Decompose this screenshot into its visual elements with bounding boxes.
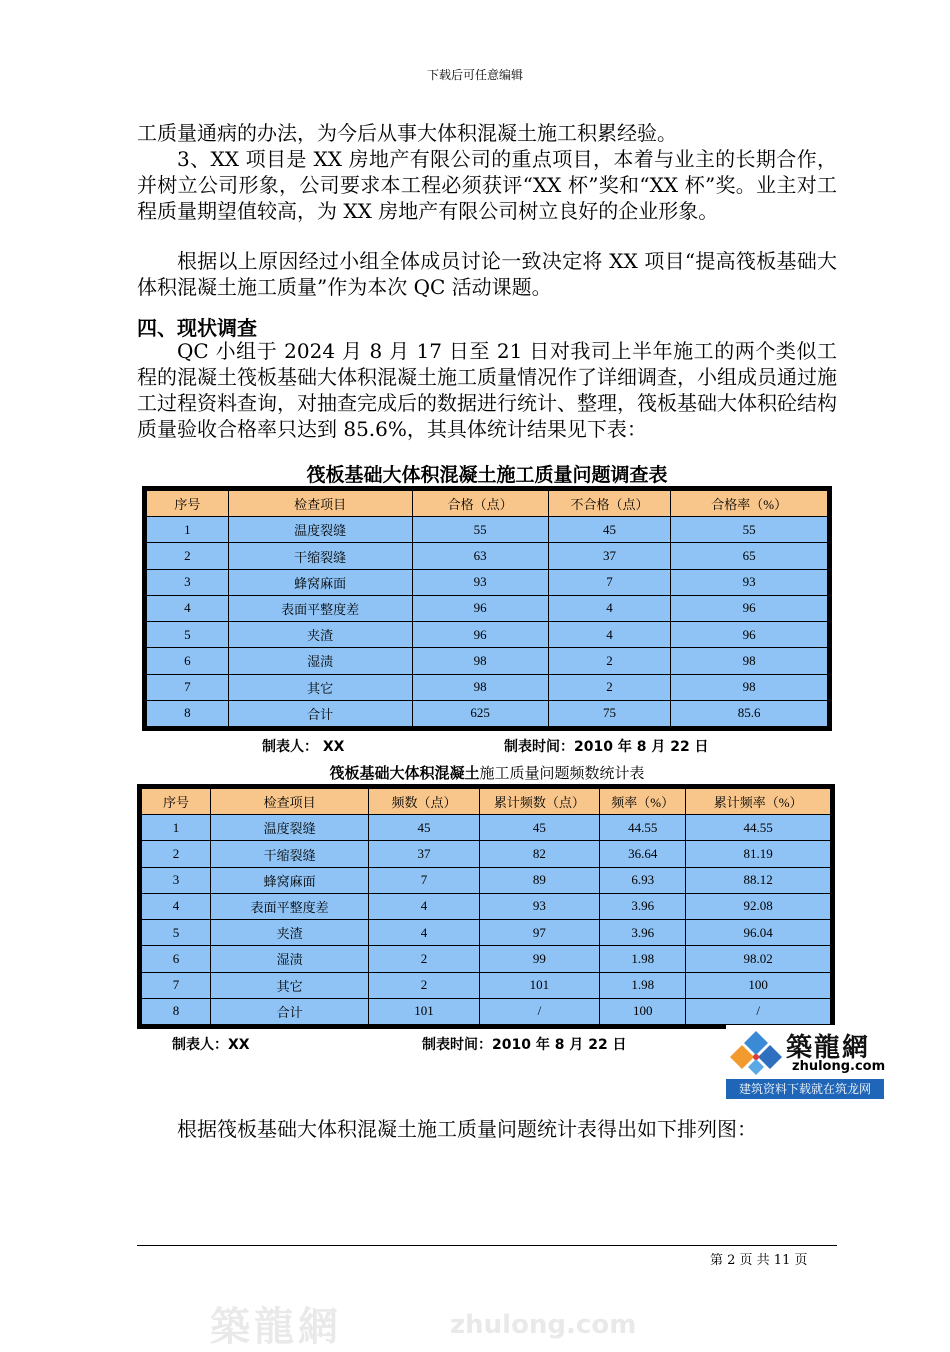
table-cell: 3 <box>147 569 229 595</box>
logo-mark-icon <box>730 1029 782 1075</box>
table2-frame <box>137 784 835 1029</box>
table-cell: 100 <box>600 998 686 1024</box>
table-cell: 2 <box>147 543 229 569</box>
table-cell: 65 <box>671 543 828 569</box>
table-cell: 96 <box>412 622 548 648</box>
table-cell: 合计 <box>228 700 412 726</box>
table-cell: 45 <box>479 815 600 841</box>
table-cell: 6 <box>147 648 229 674</box>
table-cell: 4 <box>369 893 479 919</box>
table-cell: 2 <box>369 946 479 972</box>
section-heading: 四、现状调查 <box>137 316 257 340</box>
table-row <box>147 700 828 726</box>
table-cell: 4 <box>548 595 671 621</box>
table-cell: 75 <box>548 700 671 726</box>
table-cell: 5 <box>147 622 229 648</box>
table-cell: 85.6 <box>671 700 828 726</box>
table-cell: 55 <box>412 517 548 543</box>
table-cell: 36.64 <box>600 841 686 867</box>
header-cell: 频率（%） <box>600 789 686 815</box>
table-cell: / <box>479 998 600 1024</box>
header-cell: 累计频数（点） <box>479 789 600 815</box>
table-cell: 8 <box>147 700 229 726</box>
table-cell: 2 <box>369 972 479 998</box>
table-cell: 89 <box>479 867 600 893</box>
table-cell: 93 <box>479 893 600 919</box>
header-cell: 合格率（%） <box>671 491 828 517</box>
table-cell: 98 <box>412 648 548 674</box>
table-cell: 表面平整度差 <box>228 595 412 621</box>
table-cell: 7 <box>142 972 211 998</box>
table-cell: 96 <box>671 595 828 621</box>
table-cell: 96 <box>412 595 548 621</box>
table-cell: 82 <box>479 841 600 867</box>
table-cell: 4 <box>142 893 211 919</box>
table-row <box>142 998 831 1024</box>
paragraph-1: 工质量通病的办法，为今后从事大体积混凝土施工积累经验。 <box>137 121 677 145</box>
table-header-row <box>147 491 828 517</box>
table-row <box>142 920 831 946</box>
table-cell: 4 <box>369 920 479 946</box>
table-header-row <box>142 789 831 815</box>
table-cell: 其它 <box>228 674 412 700</box>
table-cell: 97 <box>479 920 600 946</box>
table-cell: 44.55 <box>600 815 686 841</box>
logo-top <box>726 1025 884 1079</box>
table-row <box>142 972 831 998</box>
zhulong-logo <box>726 1025 884 1099</box>
table-cell: 93 <box>412 569 548 595</box>
table-cell: 合计 <box>210 998 368 1024</box>
logo-slogan: 建筑资料下载就在筑龙网 <box>726 1079 884 1099</box>
paragraph-2: 3、XX 项目是 XX 房地产有限公司的重点项目，本着与业主的长期合作，并树立公司形象，公司要求本工程必须获评“XX 杯”奖和“XX 杯”奖。业主对工程质量期望值较高，为 XX 房地产有限公司树立良好的企业形象。 <box>137 147 837 223</box>
table2-maker: 制表人：XX <box>172 1037 250 1053</box>
header-cell: 序号 <box>142 789 211 815</box>
table-cell: 温度裂缝 <box>228 517 412 543</box>
table-cell: 蜂窝麻面 <box>210 867 368 893</box>
table-cell: 45 <box>369 815 479 841</box>
table-cell: / <box>686 998 831 1024</box>
table-cell: 45 <box>548 517 671 543</box>
table-cell: 81.19 <box>686 841 831 867</box>
table-cell: 3.96 <box>600 893 686 919</box>
paragraph-4: QC 小组于 2024 月 8 月 17 日至 21 日对我司上半年施工的两个类似工程的混凝土筏板基础大体积混凝土施工质量情况作了详细调查，小组成员通过施工过程资料查询，对抽查完成后的数据进行统计、整理，筏板基础大体积砼结构质量验收合格率只达到 85.6%，其具体统计结果见下表： <box>137 339 837 441</box>
table-row <box>147 543 828 569</box>
table-cell: 98.02 <box>686 946 831 972</box>
table-cell: 1.98 <box>600 972 686 998</box>
header-cell: 序号 <box>147 491 229 517</box>
table-cell: 湿渍 <box>210 946 368 972</box>
table2-time: 制表时间：2010 年 8 月 22 日 <box>422 1037 627 1053</box>
table-cell: 625 <box>412 700 548 726</box>
table-cell: 55 <box>671 517 828 543</box>
table-row <box>147 569 828 595</box>
table-cell: 7 <box>147 674 229 700</box>
table-cell: 其它 <box>210 972 368 998</box>
table2-title-rest: 施工质量问题频数统计表 <box>479 764 645 782</box>
table-cell: 101 <box>479 972 600 998</box>
table-cell: 98 <box>671 674 828 700</box>
table-cell: 1 <box>147 517 229 543</box>
watermark-cn: 築龍網 <box>210 1303 342 1350</box>
header-cell: 检查项目 <box>210 789 368 815</box>
table-cell: 63 <box>412 543 548 569</box>
table1-time: 制表时间：2010 年 8 月 22 日 <box>504 739 709 755</box>
table-cell: 7 <box>369 867 479 893</box>
table-cell: 101 <box>369 998 479 1024</box>
paragraph-3: 根据以上原因经过小组全体成员讨论一致决定将 XX 项目“提高筏板基础大体积混凝土施工质量”作为本次 QC 活动课题。 <box>137 249 837 299</box>
paragraph-5: 根据筏板基础大体积混凝土施工质量问题统计表得出如下排列图： <box>177 1117 757 1141</box>
table1-maker: 制表人： XX <box>262 739 345 755</box>
table2 <box>141 788 831 1025</box>
table-cell: 1.98 <box>600 946 686 972</box>
table-row <box>147 622 828 648</box>
table1-frame <box>142 486 832 731</box>
header-cell: 不合格（点） <box>548 491 671 517</box>
header-cell: 合格（点） <box>412 491 548 517</box>
table2-title-bold: 筏板基础大体积混凝土 <box>329 764 480 782</box>
watermark-en: zhulong.com <box>450 1310 637 1340</box>
table-row <box>147 674 828 700</box>
table-cell: 表面平整度差 <box>210 893 368 919</box>
table-cell: 温度裂缝 <box>210 815 368 841</box>
table-cell: 44.55 <box>686 815 831 841</box>
page-number: 第 2 页 共 11 页 <box>710 1253 808 1268</box>
table-cell: 干缩裂缝 <box>228 543 412 569</box>
logo-en: zhulong.com <box>792 1059 886 1074</box>
footer-divider <box>137 1245 837 1246</box>
table-cell: 98 <box>671 648 828 674</box>
table-cell: 4 <box>548 622 671 648</box>
table-cell: 1 <box>142 815 211 841</box>
logo-cn: 築龍網 <box>786 1033 871 1063</box>
table-cell: 96 <box>671 622 828 648</box>
table-cell: 88.12 <box>686 867 831 893</box>
table-cell: 湿渍 <box>228 648 412 674</box>
table-cell: 100 <box>686 972 831 998</box>
table-row <box>142 893 831 919</box>
table-row <box>147 648 828 674</box>
header-cell: 频数（点） <box>369 789 479 815</box>
table-row <box>147 595 828 621</box>
table1 <box>146 490 828 727</box>
table-cell: 99 <box>479 946 600 972</box>
table-cell: 3.96 <box>600 920 686 946</box>
table-cell: 夹渣 <box>228 622 412 648</box>
table-cell: 5 <box>142 920 211 946</box>
table-cell: 干缩裂缝 <box>210 841 368 867</box>
table-cell: 93 <box>671 569 828 595</box>
header-cell: 检查项目 <box>228 491 412 517</box>
table-cell: 7 <box>548 569 671 595</box>
table-cell: 3 <box>142 867 211 893</box>
table-cell: 96.04 <box>686 920 831 946</box>
table-cell: 6.93 <box>600 867 686 893</box>
table-row <box>142 815 831 841</box>
table-cell: 6 <box>142 946 211 972</box>
table-cell: 92.08 <box>686 893 831 919</box>
table-row <box>142 841 831 867</box>
table-row <box>142 946 831 972</box>
table-cell: 夹渣 <box>210 920 368 946</box>
table-cell: 2 <box>142 841 211 867</box>
page-header: 下载后可任意编辑 <box>426 68 523 82</box>
table-row <box>142 867 831 893</box>
table-cell: 8 <box>142 998 211 1024</box>
table-cell: 4 <box>147 595 229 621</box>
table-row <box>147 517 828 543</box>
table-cell: 37 <box>369 841 479 867</box>
table2-title <box>137 762 837 783</box>
table-cell: 2 <box>548 674 671 700</box>
table-cell: 蜂窝麻面 <box>228 569 412 595</box>
table1-title: 筏板基础大体积混凝土施工质量问题调查表 <box>306 464 668 486</box>
header-cell: 累计频率（%） <box>686 789 831 815</box>
table-cell: 2 <box>548 648 671 674</box>
table-cell: 37 <box>548 543 671 569</box>
table-cell: 98 <box>412 674 548 700</box>
